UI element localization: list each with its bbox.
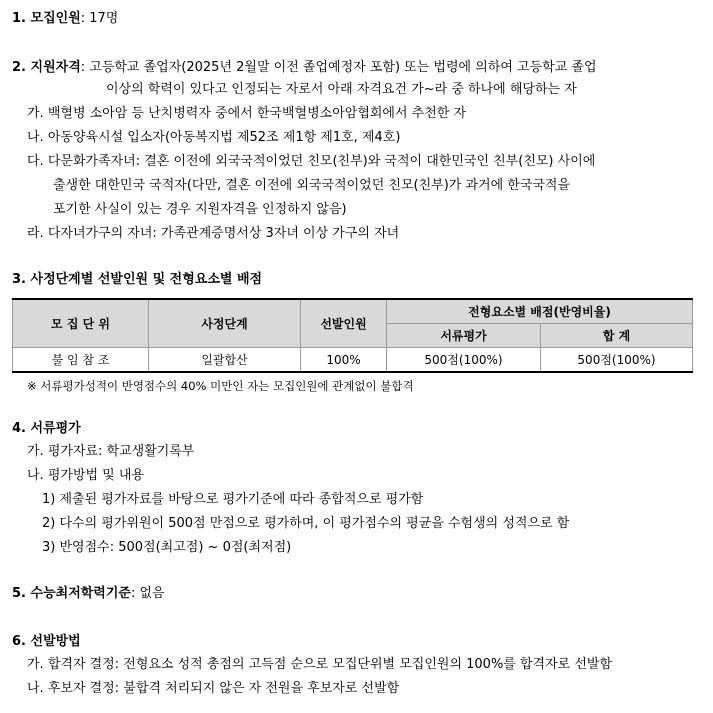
section-1-value: : 17명 xyxy=(80,11,119,26)
col-header-total: 합 계 xyxy=(541,324,693,348)
section-3-note: ※ 서류평가성적이 반영점수의 40% 미만인 자는 모집인원에 관계없이 불합격 xyxy=(27,379,414,393)
cell-total: 500점(100%) xyxy=(541,348,693,373)
section-4-item-ga: 가. 평가자료: 학교생활기록부 xyxy=(27,444,195,459)
cell-doc-review: 500점(100%) xyxy=(387,348,541,373)
section-2-item-da-line-3: 포기한 사실이 있는 경우 지원자격을 인정하지 않음) xyxy=(53,202,347,217)
section-6-item-na: 나. 후보자 결정: 불합격 처리되지 않은 자 전원을 후보자로 선발함 xyxy=(27,681,400,696)
section-6-item-ga: 가. 합격자 결정: 전형요소 성적 총점의 고득점 순으로 모집단위별 모집인원의 100%를 합격자로 선발함 xyxy=(27,657,613,672)
section-4-sub-2: 2) 다수의 평가위원이 500점 만점으로 평가하며, 이 평가점수의 평균을 수험생의 성적으로 함 xyxy=(42,516,570,531)
section-5-value: : 없음 xyxy=(130,586,165,601)
section-5-label: 수능최저학력기준 xyxy=(30,586,131,601)
cell-unit: 불 임 참 조 xyxy=(13,348,149,373)
section-4-sub-3: 3) 반영점수: 500점(최고점) ~ 0점(최저점) xyxy=(42,540,292,555)
section-1-heading xyxy=(12,10,118,28)
selection-table xyxy=(12,298,693,373)
section-1-number: 1. xyxy=(12,11,26,26)
section-2-item-ga: 가. 백혈병 소아암 등 난치병력자 중에서 한국백혈병소아암협회에서 추천한 자 xyxy=(27,106,467,121)
section-3-heading: 3. 사정단계별 선발인원 및 전형요소별 배점 xyxy=(12,272,263,287)
section-2-item-da-line-2: 출생한 대한민국 국적자(다만, 결혼 이전에 외국국적이었던 친모(친부)가 과거에 한국국적을 xyxy=(53,178,571,193)
section-2-item-na: 나. 아동양육시설 입소자(아동복지법 제52조 제1항 제1호, 제4호) xyxy=(27,130,401,145)
table-row xyxy=(13,348,693,373)
section-5-number: 5. xyxy=(12,586,26,601)
col-header-unit: 모 집 단 위 xyxy=(13,299,149,348)
cell-stage: 일괄합산 xyxy=(149,348,301,373)
col-header-scoring: 전형요소별 배점(반영비율) xyxy=(387,299,693,324)
section-6-heading: 6. 선발방법 xyxy=(12,634,81,649)
section-2-heading xyxy=(12,59,597,77)
section-2-item-ra: 라. 다자녀가구의 자녀: 가족관계증명서상 3자녀 이상 가구의 자녀 xyxy=(27,226,400,241)
section-4-sub-1: 1) 제출된 평가자료를 바탕으로 평가기준에 따라 종합적으로 평가함 xyxy=(42,492,424,507)
section-5-heading xyxy=(12,585,165,603)
section-2-intro-line-1: : 고등학교 졸업자(2025년 2월말 이전 졸업예정자 포함) 또는 법령에 의하여 고등학교 졸업 xyxy=(80,60,597,75)
section-1-label: 모집인원 xyxy=(30,11,81,26)
section-2-intro-line-2: 이상의 학력이 있다고 인정되는 자로서 아래 자격요건 가~라 중 하나에 해당하는 자 xyxy=(106,82,577,97)
section-2-label: 지원자격 xyxy=(30,60,81,75)
section-2-number: 2. xyxy=(12,60,26,75)
section-4-heading: 4. 서류평가 xyxy=(12,421,81,436)
col-header-count: 선발인원 xyxy=(301,299,387,348)
cell-count: 100% xyxy=(301,348,387,373)
col-header-stage: 사정단계 xyxy=(149,299,301,348)
section-2-item-da-line-1: 다. 다문화가족자녀: 결혼 이전에 외국국적이었던 친모(친부)와 국적이 대한민국인 친부(친모) 사이에 xyxy=(27,154,596,169)
section-4-item-na: 나. 평가방법 및 내용 xyxy=(27,468,144,483)
col-header-doc-review: 서류평가 xyxy=(387,324,541,348)
